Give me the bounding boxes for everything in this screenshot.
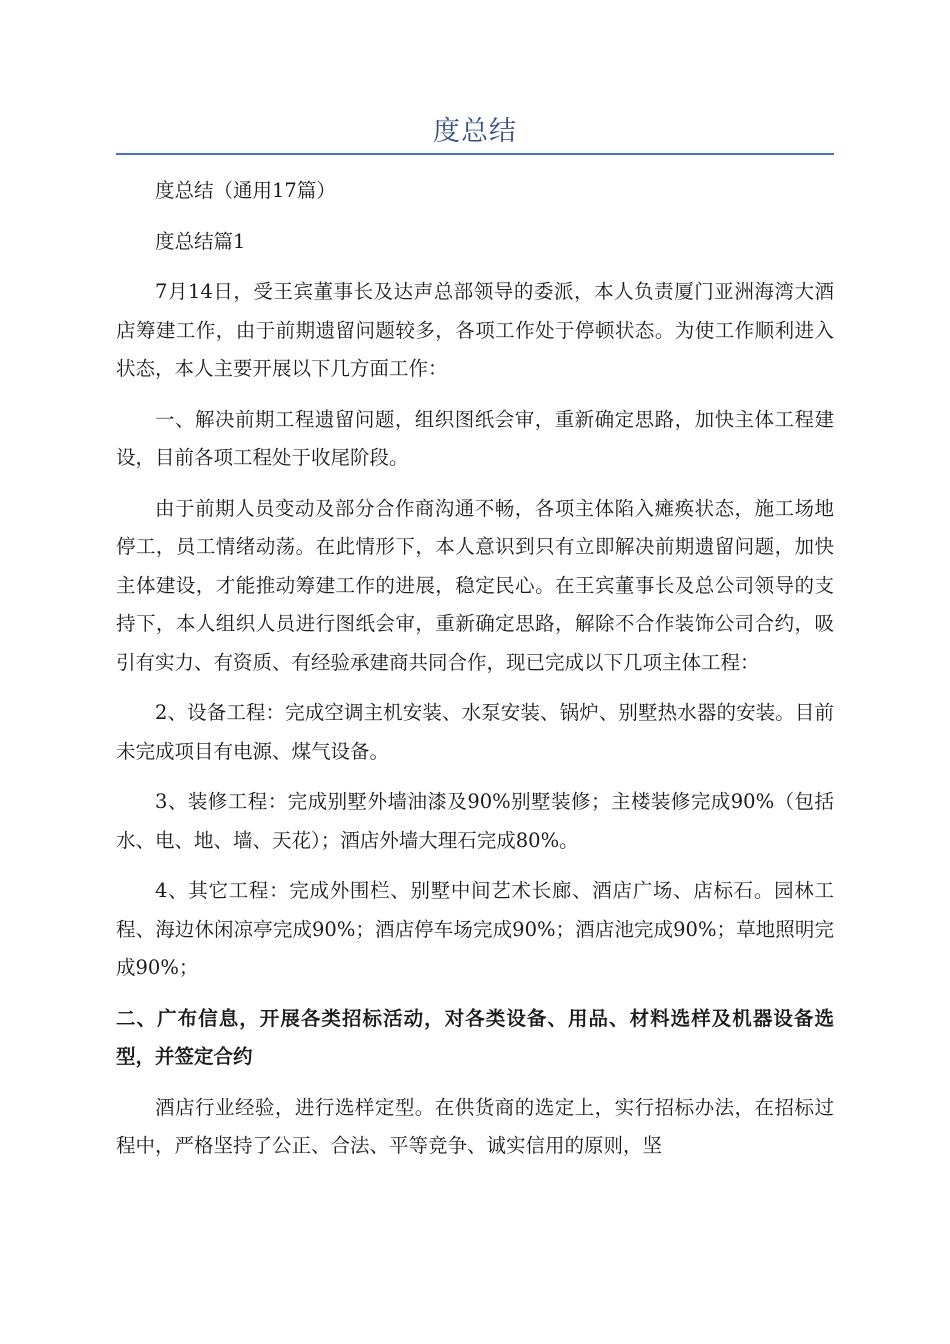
document-title: 度总结 (433, 116, 517, 147)
title-divider (116, 153, 834, 155)
subtitle-paragraph: 度总结（通用17篇） (155, 179, 336, 202)
section-label-paragraph: 度总结篇1 (155, 229, 246, 253)
list-item-paragraph: 4、其它工程：完成外围栏、别墅中间艺术长廊、酒店广场、店标石。园林工程、海边休闲凉亭完成90%；酒店停车场完成90%；酒店池完成90%；草地照明完成90%； (116, 879, 834, 979)
list-item-paragraph: 2、设备工程：完成空调主机安装、水泵安装、锅炉、别墅热水器的安装。目前未完成项目有电源、煤气设备。 (116, 701, 834, 763)
body-paragraph: 由于前期人员变动及部分合作商沟通不畅，各项主体陷入瘫痪状态，施工场地停工，员工情绪动荡。在此情形下，本人意识到只有立即解决前期遗留问题，加快主体建设，才能推动筹建工作的进展，稳定民心。在王宾董事长及总公司领导的支持下，本人组织人员进行图纸会审，重新确定思路，解除不合作装饰公司合约，吸引有实力、有资质、有经验承建商共同合作，现已完成以下几项主体工程： (116, 496, 834, 674)
section-heading: 二、广布信息，开展各类招标活动，对各类设备、用品、材料选样及机器设备选型，并签定合约 (116, 1006, 834, 1068)
body-paragraph: 一、解决前期工程遗留问题，组织图纸会审，重新确定思路，加快主体工程建设，目前各项工程处于收尾阶段。 (116, 407, 834, 469)
body-paragraph: 7月14日，受王宾董事长及达声总部领导的委派，本人负责厦门亚洲海湾大酒店筹建工作，由于前期遗留问题较多，各项工作处于停顿状态。为使工作顺利进入状态，本人主要开展以下几方面工作： (116, 280, 834, 380)
list-item-paragraph: 3、装修工程：完成别墅外墙油漆及90%别墅装修；主楼装修完成90%（包括水、电、地、墙、天花）；酒店外墙大理石完成80%。 (116, 790, 834, 852)
document-body (116, 172, 834, 1178)
body-paragraph: 酒店行业经验，进行选样定型。在供货商的选定上，实行招标办法，在招标过程中，严格坚持了公正、合法、平等竞争、诚实信用的原则，坚 (116, 1095, 834, 1157)
